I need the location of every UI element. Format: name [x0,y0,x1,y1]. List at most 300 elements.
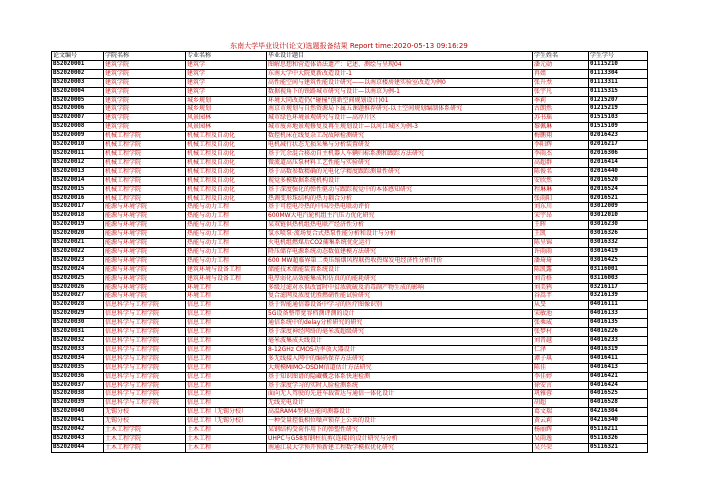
major-cell: 信息工程 [186,354,267,363]
topic-title-cell: 5G设备整带宽容档测评测的设计 [267,310,533,319]
student-name-cell: 葛文瑞 [533,408,589,417]
topic-title-cell: 视觉多模数据系统机构设计 [267,176,533,185]
table-row [52,390,648,399]
table-row [52,443,648,452]
paper-code-cell: BS2020044 [52,443,104,452]
table-row [52,381,648,390]
student-id-cell: 02016423 [589,132,648,141]
student-name-cell: 张梦村 [533,328,589,337]
student-name-cell: 许雨雨 [533,247,589,256]
major-cell: 建筑学 [186,69,267,78]
topic-title-cell: 某双链供热机组热电联产经济性分析 [267,221,533,230]
student-name-cell: 陈俊名 [533,167,589,176]
table-row [52,434,648,443]
table-row [52,239,648,248]
column-header: 学院名称 [104,52,186,61]
student-name-cell: 徐安言 [533,381,589,390]
student-id-cell: 04016528 [589,399,648,408]
major-cell: 信息工程（无锡分校） [186,408,267,417]
table-row [52,203,648,212]
table-row [52,426,648,435]
paper-code-cell: BS2020023 [52,256,104,265]
topic-title-cell: 南通江泉大学预开预新建工程数学模拟优化研究 [267,443,533,452]
college-cell: 能源与环境学院 [104,221,186,230]
paper-code-cell: BS2020016 [52,194,104,203]
column-header: 专业名称 [186,52,267,61]
college-cell: 建筑学院 [104,123,186,132]
topic-title-cell: 基于知识图谱的隐藏概念体系快速检测 [267,372,533,381]
table-row [52,399,648,408]
major-cell: 热能与动力工程 [186,212,267,221]
major-cell: 热能与动力工程 [186,239,267,248]
paper-code-cell: BS2020014 [52,176,104,185]
student-name-cell: 刘东川 [533,203,589,212]
table-row [52,417,648,426]
major-cell: 热能与动力工程 [186,256,267,265]
college-cell: 信息科学与工程学院 [104,399,186,408]
paper-code-cell: BS2020006 [52,105,104,114]
report-title: 东南大学毕业设计(论文)选题报备结果 Report time:2020-05-13 09:16:29 [230,42,468,50]
paper-code-cell: BS2020022 [52,247,104,256]
paper-code-cell: BS2020029 [52,310,104,319]
student-id-cell: 01115315 [589,87,648,96]
college-cell: 建筑学院 [104,96,186,105]
paper-code-cell: BS2020030 [52,319,104,328]
table-header-row [52,52,648,61]
topic-title-cell: 基于冗余混合移动自主机器人车辆归标系测和跟踪方法研究 [267,149,533,158]
student-id-cell: 02016520 [589,176,648,185]
paper-code-cell: BS2020024 [52,265,104,274]
paper-code-cell: BS2020010 [52,141,104,150]
major-cell: 信息工程 [186,390,267,399]
college-cell: 机械工程学院 [104,167,186,176]
college-cell: 能源与环境学院 [104,292,186,301]
major-cell: 风景园林 [186,114,267,123]
student-id-cell: 04216340 [589,417,648,426]
student-id-cell: 05116211 [589,426,648,435]
college-cell: 信息科学与工程学院 [104,381,186,390]
major-cell: 建筑环境与设备工程 [186,274,267,283]
student-id-cell: 03216117 [589,283,648,292]
student-name-cell: 张宇凡 [533,87,589,96]
major-cell: 热能与动力工程 [186,221,267,230]
paper-code-cell: BS2020003 [52,78,104,87]
college-cell: 能源与环境学院 [104,212,186,221]
college-cell: 信息科学与工程学院 [104,354,186,363]
college-cell: 机械工程学院 [104,141,186,150]
table-row [52,185,648,194]
paper-code-cell: BS2020039 [52,399,104,408]
table-row [52,337,648,346]
student-name-cell: 刘青格 [533,274,589,283]
student-name-cell: 黄云莉 [533,417,589,426]
table-row [52,141,648,150]
student-name-cell: 吴雨逸 [533,434,589,443]
table-row [52,274,648,283]
student-id-cell: 02016524 [589,185,648,194]
student-id-cell: 02016414 [589,158,648,167]
paper-code-cell: BS2020034 [52,354,104,363]
paper-code-cell: BS2020011 [52,149,104,158]
student-name-cell: 宋宇昂 [533,212,589,221]
college-cell: 机械工程学院 [104,185,186,194]
table-row [52,328,648,337]
table-row [52,78,648,87]
college-cell: 机械工程学院 [104,149,186,158]
student-id-cell: 02016306 [589,149,648,158]
college-cell: 能源与环境学院 [104,203,186,212]
table-row [52,176,648,185]
major-cell: 机械工程及自动化 [186,194,267,203]
college-cell: 信息科学与工程学院 [104,328,186,337]
topic-title-cell: 环境大同改造仍(“碰撞”创新空间规划设计)01 [267,96,533,105]
college-cell: 信息科学与工程学院 [104,319,186,328]
student-id-cell: 02016521 [589,194,648,203]
major-cell: 环境工程 [186,283,267,292]
paper-code-cell: BS2020005 [52,96,104,105]
topic-title-cell: 基于深度神经网络的毫米波超级研究 [267,328,533,337]
student-id-cell: 04016413 [589,363,648,372]
table-row [52,132,648,141]
major-cell: 信息工程 [186,345,267,354]
student-name-cell: 刘美鸦 [533,283,589,292]
student-name-cell: 冉姐 [533,69,589,78]
topic-title-cell: 面向无人驾驶的先进车载雷达与通信一体化设计 [267,390,533,399]
college-cell: 土木工程学院 [104,426,186,435]
student-id-cell: 01115210 [589,60,648,69]
topic-title-cell: 8-12GHz CMOS功率放大器设计 [267,345,533,354]
college-cell: 信息科学与工程学院 [104,301,186,310]
topic-title-cell: 储能技术储能装置系统设计 [267,265,533,274]
paper-code-cell: BS2020025 [52,274,104,283]
major-cell: 机械工程及自动化 [186,149,267,158]
student-name-cell: 黎佩琳 [533,123,589,132]
student-id-cell: 03016419 [589,247,648,256]
topic-title-cell: 基于高数参数精确的光电化学精度跟踪测量性研究 [267,167,533,176]
college-cell: 机械工程学院 [104,132,186,141]
paper-code-cell: BS2020036 [52,372,104,381]
topic-title-cell: 火电机组燃煤后CO2捕集系统优化运行 [267,239,533,248]
paper-code-cell: BS2020020 [52,230,104,239]
college-cell: 无锡分校 [104,417,186,426]
table-row [52,319,648,328]
student-id-cell: 01515109 [589,123,648,132]
college-cell: 建筑学院 [104,78,186,87]
student-id-cell: 04016233 [589,337,648,346]
student-name-cell: 季莉 [533,96,589,105]
major-cell: 机械工程及自动化 [186,167,267,176]
student-id-cell: 03012009 [589,203,648,212]
college-cell: 信息科学与工程学院 [104,372,186,381]
college-cell: 建筑学院 [104,69,186,78]
student-id-cell: 01215219 [589,105,648,114]
major-cell: 信息工程（无锡分校） [186,417,267,426]
topic-title-cell: 基于智能通信器设备中学习的医疗图像识别 [267,301,533,310]
column-header: 学生姓名 [533,52,589,61]
student-name-cell: 杨丽辉 [533,426,589,435]
table-row [52,247,648,256]
college-cell: 建筑学院 [104,105,186,114]
student-id-cell: 04016421 [589,372,648,381]
student-id-cell: 02016440 [589,167,648,176]
student-name-cell: 从旻 [533,301,589,310]
student-name-cell: 安欣然 [533,176,589,185]
student-id-cell: 03012010 [589,212,648,221]
paper-code-cell: BS2020042 [52,426,104,435]
major-cell: 建筑学 [186,60,267,69]
topic-title-cell: 600MW大电汽轮机组主汽压力优化研究 [267,212,533,221]
table-row [52,60,648,69]
table-row [52,408,648,417]
topic-title-cell: 数控机床在线复杂工况故障检测研究 [267,132,533,141]
topic-title-cell: 降压储存电源系统动态数值建模方法研究 [267,247,533,256]
major-cell: 建筑学 [186,87,267,96]
college-cell: 信息科学与工程学院 [104,310,186,319]
major-cell: 信息工程 [186,301,267,310]
major-cell: 机械工程及自动化 [186,176,267,185]
topic-title-cell: 微流道高压泵材料工艺性能与实验研究 [267,158,533,167]
college-cell: 信息科学与工程学院 [104,345,186,354]
college-cell: 能源与环境学院 [104,256,186,265]
major-cell: 信息工程 [186,328,267,337]
college-cell: 能源与环境学院 [104,230,186,239]
student-id-cell: 03016425 [589,256,648,265]
student-name-cell: 谷嵩芊 [533,292,589,301]
paper-code-cell: BS2020002 [52,69,104,78]
student-id-cell: 02016217 [589,141,648,150]
student-name-cell: 王凯 [533,230,589,239]
student-name-cell: 陈佳 [533,363,589,372]
table-row [52,354,648,363]
student-id-cell: 01515103 [589,114,648,123]
student-name-cell: 潘元勋 [533,60,589,69]
college-cell: 土木工程学院 [104,443,186,452]
major-cell: 风景园林 [186,123,267,132]
student-id-cell: 03016230 [589,221,648,230]
college-cell: 能源与环境学院 [104,283,186,292]
student-name-cell: 刘昔越 [533,337,589,346]
student-id-cell: 03016326 [589,230,648,239]
paper-code-cell: BS2020038 [52,390,104,399]
college-cell: 信息科学与工程学院 [104,390,186,399]
paper-code-cell: BS2020043 [52,434,104,443]
major-cell: 热能与动力工程 [186,203,267,212]
topic-title-cell: 基于可控电冷热的中国冷热电联动评价 [267,203,533,212]
college-cell: 机械工程学院 [104,158,186,167]
student-name-cell: 胡超 [533,399,589,408]
column-header: 学生学号 [589,52,648,61]
major-cell: 土木工程 [186,443,267,452]
student-name-cell: 程琳琳 [533,185,589,194]
paper-code-cell: BS2020037 [52,381,104,390]
student-name-cell: 王晖 [533,221,589,230]
student-name-cell: 谭子琪 [533,354,589,363]
topic-title-cell: UHPC与G58加钢柱抗剪(连接)的设计研究与分析 [267,434,533,443]
table-row [52,87,648,96]
table-row [52,230,648,239]
student-name-cell: 巩雅蓉 [533,390,589,399]
table-row [52,194,648,203]
student-id-cell: 04016111 [589,301,648,310]
table-row [52,283,648,292]
student-name-cell: 梅鹏翔 [533,132,589,141]
paper-code-cell: BS2020033 [52,345,104,354]
paper-code-cell: BS2020032 [52,337,104,346]
college-cell: 无锡分校 [104,408,186,417]
student-id-cell: 01215207 [589,96,648,105]
college-cell: 能源与环境学院 [104,274,186,283]
topic-title-cell: 电厚弱化高效能集成和仿真的的能耗研究 [267,274,533,283]
student-id-cell: 03216139 [589,292,648,301]
major-cell: 信息工程 [186,372,267,381]
student-name-cell: 高超群 [533,158,589,167]
student-name-cell: 吴兴荣 [533,443,589,452]
topic-title-cell: 无线充电设计 [267,399,533,408]
student-name-cell: 陈凯露 [533,265,589,274]
table-row [52,310,648,319]
paper-code-cell: BS2020008 [52,123,104,132]
topic-title-cell: 复合滤网及浓度优胜燃硝性能试验研究 [267,292,533,301]
table-row [52,158,648,167]
topic-table [51,51,648,453]
topic-title-cell: 基于深度学习的实时人脸检测系统 [267,381,533,390]
college-cell: 能源与环境学院 [104,239,186,248]
student-id-cell: 03116003 [589,274,648,283]
table-row [52,265,648,274]
table-row [52,96,648,105]
student-id-cell: 04016133 [589,310,648,319]
major-cell: 机械工程及自动化 [186,141,267,150]
student-name-cell: 李佳婷 [533,372,589,381]
topic-title-cell: 高性能空间与建筑性能设计研究——以南京楼房建实验室改造为例0 [267,78,533,87]
student-name-cell: 宋敏池 [533,310,589,319]
paper-code-cell: BS2020019 [52,221,104,230]
topic-title-cell: 通信系统中的delay分析研究的研究 [267,319,533,328]
college-cell: 信息科学与工程学院 [104,363,186,372]
paper-code-cell: BS2020035 [52,363,104,372]
table-row [52,212,648,221]
paper-code-cell: BS2020041 [52,417,104,426]
student-id-cell: 04016319 [589,345,648,354]
major-cell: 热能与动力工程 [186,247,267,256]
report-sheet [51,41,647,453]
major-cell: 信息工程 [186,363,267,372]
paper-code-cell: BS2020004 [52,87,104,96]
major-cell: 建筑学 [186,78,267,87]
table-row [52,123,648,132]
student-name-cell: 陈呈锦 [533,239,589,248]
topic-title-cell: 南京市规划与自然资源局下属五课题推荐研究-以土空间规划编制体系研究 [267,105,533,114]
topic-title-cell: 某钢结构受荷作用下的弹塑性研究 [267,426,533,435]
student-name-cell: 李雨杰 [533,149,589,158]
paper-code-cell: BS2020007 [52,114,104,123]
student-name-cell: 苏书瑶 [533,114,589,123]
paper-code-cell: BS2020013 [52,167,104,176]
paper-code-cell: BS2020017 [52,203,104,212]
student-name-cell: 张雨阳 [533,194,589,203]
topic-title-cell: 城市废弃地景观修复及再生规划设计—以河口城区为例-3 [267,123,533,132]
paper-code-cell: BS2020028 [52,301,104,310]
major-cell: 城乡规划 [186,96,267,105]
major-cell: 信息工程 [186,381,267,390]
table-row [52,363,648,372]
student-id-cell: 03016332 [589,239,648,248]
major-cell: 信息工程 [186,319,267,328]
topic-title-cell: 数据视角下的铁路城市研究与设计—以南京为例-1 [267,87,533,96]
major-cell: 土木工程 [186,426,267,435]
college-cell: 机械工程学院 [104,176,186,185]
major-cell: 信息工程 [186,337,267,346]
paper-code-cell: BS2020026 [52,283,104,292]
table-row [52,114,648,123]
paper-code-cell: BS2020001 [52,60,104,69]
table-row [52,372,648,381]
major-cell: 热能与动力工程 [186,230,267,239]
topic-title-cell: 多无线接入网中的编码保存方法研究 [267,354,533,363]
student-id-cell: 05116321 [589,443,648,452]
student-id-cell: 04016411 [589,354,648,363]
student-name-cell: 张升焘 [533,78,589,87]
college-cell: 能源与环境学院 [104,247,186,256]
major-cell: 环境工程 [186,292,267,301]
table-row [52,69,648,78]
table-row [52,345,648,354]
paper-code-cell: BS2020021 [52,239,104,248]
table-row [52,292,648,301]
major-cell: 信息工程 [186,310,267,319]
table-row [52,105,648,114]
column-header: 毕业设计题目 [267,52,533,61]
student-id-cell: 05116326 [589,434,648,443]
topic-title-cell: 600 MW超临界第二类压缩烟风程联热收热煤发电经济性分析评价 [267,256,533,265]
topic-title-cell: 高温RAM4型供应能问测器设计 [267,408,533,417]
major-cell: 土木工程 [186,434,267,443]
paper-code-cell: BS2020031 [52,328,104,337]
topic-title-cell: 热调变形珠结构的热力耦合分析 [267,194,533,203]
college-cell: 能源与环境学院 [104,265,186,274]
major-cell: 信息工程 [186,399,267,408]
college-cell: 土木工程学院 [104,434,186,443]
college-cell: 机械工程学院 [104,194,186,203]
table-row [52,301,648,310]
topic-title-cell: 多级过滤对水供改富时中贫浓就硫及消毒副产物生成的影响 [267,283,533,292]
table-row [52,149,648,158]
topic-title-cell: 城市绿色环境景观研究与设计—高淳片区 [267,114,533,123]
topic-title-cell: 基于深度强化的弹性驱动与跟踪视觉中的本体感知研究 [267,185,533,194]
student-id-cell: 04016226 [589,328,648,337]
student-id-cell: 04216304 [589,408,648,417]
table-row [52,167,648,176]
student-id-cell: 01113304 [589,69,648,78]
student-id-cell: 04016525 [589,390,648,399]
college-cell: 建筑学院 [104,87,186,96]
major-cell: 城乡规划 [186,105,267,114]
college-cell: 信息科学与工程学院 [104,337,186,346]
major-cell: 机械工程及自动化 [186,185,267,194]
topic-title-cell: 氢水喷泵·流场复合式热泵性能分析和设计与分析 [267,230,533,239]
paper-code-cell: BS2020009 [52,132,104,141]
college-cell: 建筑学院 [104,60,186,69]
topic-title-cell: 图解思想和营造体语法遗产：记述、测绘与呈现04 [267,60,533,69]
major-cell: 建筑环境与设备工程 [186,265,267,274]
student-name-cell: 仁泽 [533,345,589,354]
topic-title-cell: 毫米波集成天线设计 [267,337,533,346]
topic-title-cell: 一种受量控低相位噪声锁存上公共的设计 [267,417,533,426]
student-name-cell: 李阳辉 [533,141,589,150]
student-id-cell: 04016135 [589,319,648,328]
student-id-cell: 04016424 [589,381,648,390]
student-name-cell: 张乘威 [533,319,589,328]
